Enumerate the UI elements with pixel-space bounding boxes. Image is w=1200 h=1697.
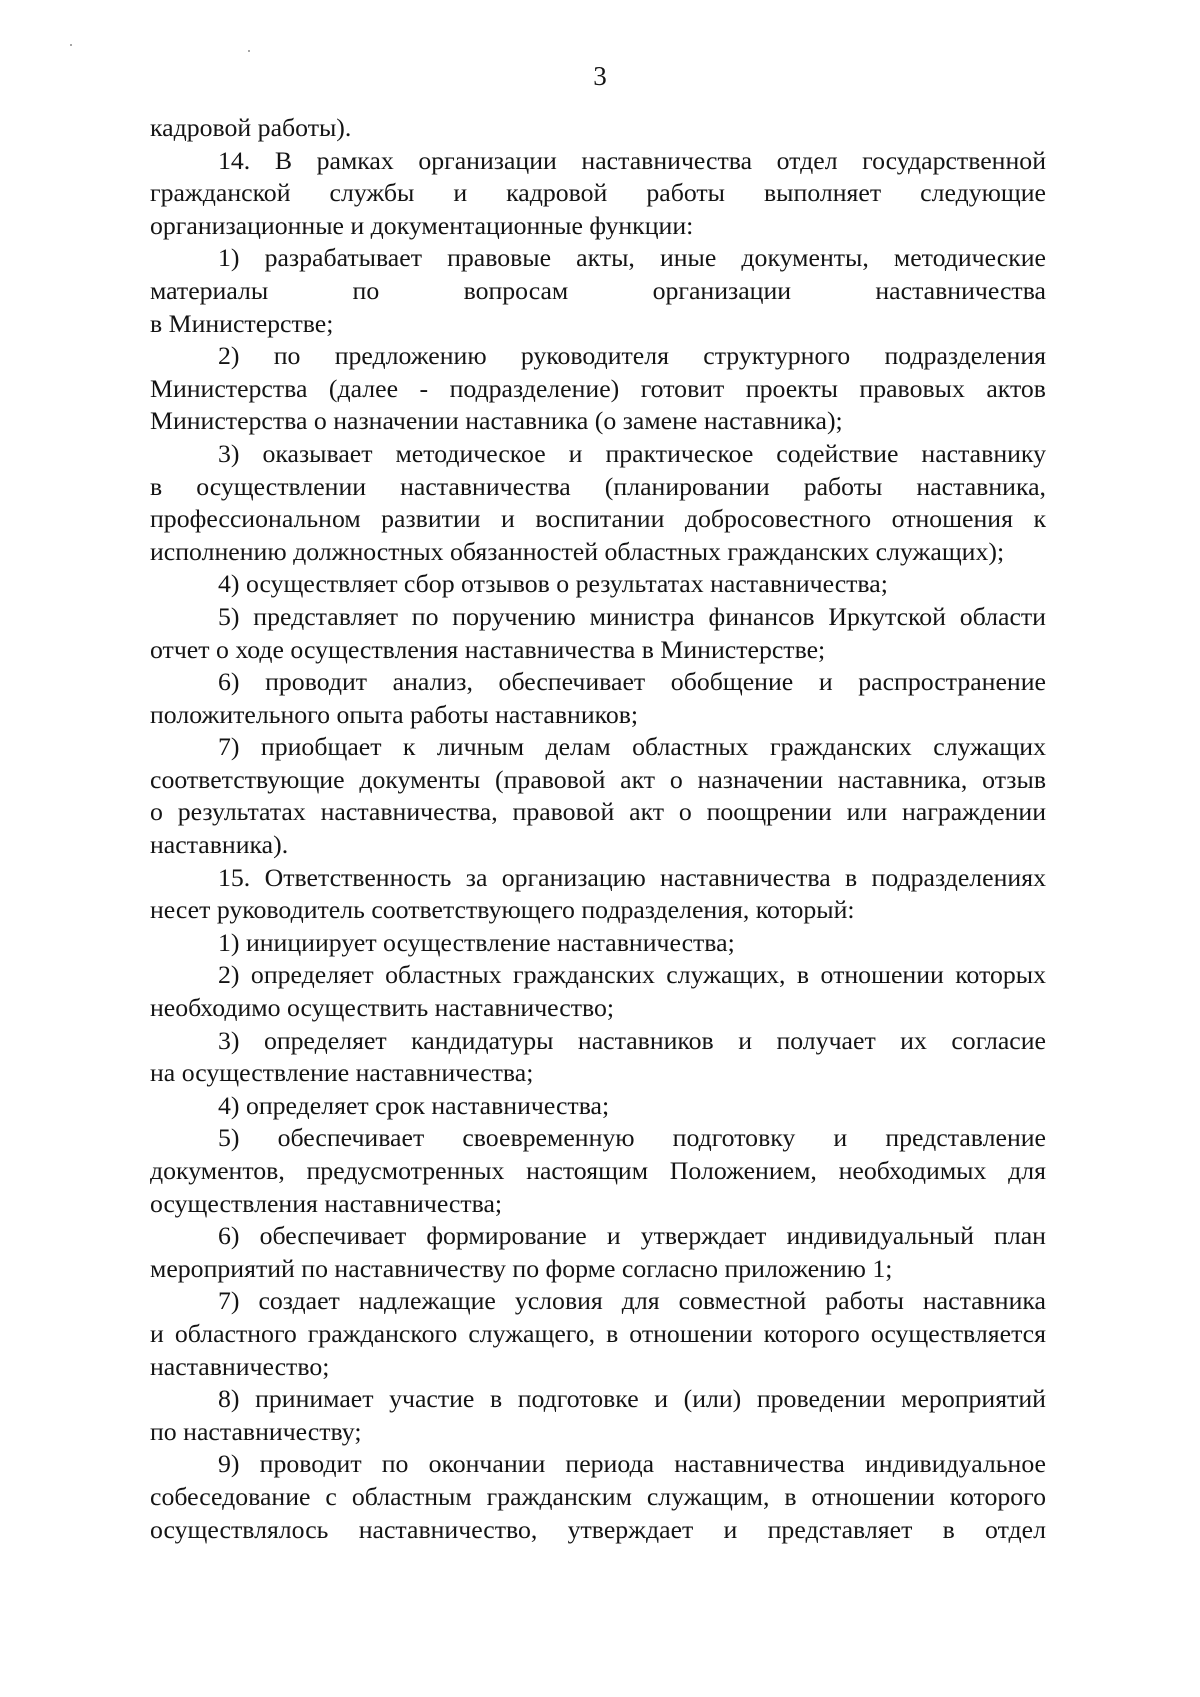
paragraph-p14-5 [150, 601, 1046, 666]
text-line: организационные и документационные функции: [150, 210, 694, 240]
text-line: в Министерстве; [150, 308, 334, 338]
paragraph-p15 [150, 862, 1046, 927]
text-line: по наставничеству; [150, 1416, 362, 1446]
text-line: 2) по предложению руководителя структурного подразделения [218, 341, 1046, 371]
text-line: 4) определяет срок наставничества; [218, 1090, 610, 1120]
text-line: профессиональном развитии и воспитании добросовестного отношения к [150, 504, 1046, 534]
text-line: 6) обеспечивает формирование и утверждает индивидуальный план [218, 1221, 1046, 1251]
text-line: 3) оказывает методическое и практическое содействие наставнику [218, 438, 1046, 468]
text-line: Министерства о назначении наставника (о замене наставника); [150, 406, 843, 436]
text-line: 1) инициирует осуществление наставничества; [218, 927, 735, 957]
text-line: исполнению должностных обязанностей областных гражданских служащих); [150, 536, 1005, 566]
text-line: документов, предусмотренных настоящим Положением, необходимых для [150, 1156, 1046, 1185]
paragraph-p14-1 [150, 242, 1046, 340]
text-line: и областного гражданского служащего, в отношении которого осуществляется [150, 1318, 1046, 1348]
document-body [150, 112, 1046, 1546]
paragraph-p14-4 [150, 568, 1046, 601]
text-line: 14. В рамках организации наставничества отдел государственной [218, 145, 1046, 175]
text-line: 3) определяет кандидатуры наставников и получает их согласие [218, 1025, 1046, 1055]
paragraph-p15-7 [150, 1285, 1046, 1383]
text-line: осуществления наставничества; [150, 1188, 503, 1218]
paragraph-p15-1 [150, 927, 1046, 960]
text-line: 9) проводит по окончании периода наставничества индивидуальное [218, 1449, 1046, 1479]
text-line: осуществлялось наставничество, утверждает и представляет в отдел [150, 1514, 1046, 1544]
paragraph-p14 [150, 145, 1046, 243]
text-line: отчет о ходе осуществления наставничества в Министерстве; [150, 634, 826, 664]
text-line: 7) создает надлежащие условия для совместной работы наставника [218, 1286, 1046, 1316]
paragraph-p15-2 [150, 959, 1046, 1024]
paragraph-p15-3 [150, 1025, 1046, 1090]
paragraph-p14-6 [150, 666, 1046, 731]
scan-speck [70, 44, 72, 46]
text-line: Министерства (далее - подразделение) готовит проекты правовых актов [150, 373, 1046, 403]
paragraph-p15-6 [150, 1220, 1046, 1285]
paragraph-p15-9 [150, 1448, 1046, 1546]
text-line: 7) приобщает к личным делам областных гражданских служащих [218, 732, 1046, 762]
paragraph-p13-end [150, 112, 1046, 145]
text-line: на осуществление наставничества; [150, 1058, 534, 1088]
paragraph-p15-8 [150, 1383, 1046, 1448]
text-line: 8) принимает участие в подготовке и (или) проведении мероприятий [218, 1384, 1046, 1414]
text-line: 2) определяет областных гражданских служащих, в отношении которых [218, 960, 1046, 990]
text-line: о результатах наставничества, правовой акт о поощрении или награждении [150, 797, 1046, 827]
text-line: соответствующие документы (правовой акт о назначении наставника, отзыв [150, 764, 1046, 794]
text-line: положительного опыта работы наставников; [150, 699, 639, 729]
text-line: в осуществлении наставничества (планировании работы наставника, [150, 471, 1046, 501]
text-line: наставничество; [150, 1351, 330, 1381]
scan-speck [248, 50, 250, 52]
text-line: наставника). [150, 830, 289, 860]
text-line: мероприятий по наставничеству по форме согласно приложению 1; [150, 1253, 893, 1283]
text-line: 6) проводит анализ, обеспечивает обобщение и распространение [218, 667, 1046, 697]
paragraph-p14-2 [150, 340, 1046, 438]
text-line: гражданской службы и кадровой работы выполняет следующие [150, 178, 1046, 208]
text-line: кадровой работы). [150, 113, 352, 142]
text-line: собеседование с областным гражданским служащим, в отношении которого [150, 1481, 1046, 1511]
paragraph-p15-4 [150, 1090, 1046, 1123]
paragraph-p14-3 [150, 438, 1046, 568]
text-line: несет руководитель соответствующего подразделения, который: [150, 895, 855, 925]
paragraph-p15-5 [150, 1122, 1046, 1220]
text-line: 5) представляет по поручению министра финансов Иркутской области [218, 601, 1046, 631]
paragraph-p14-7 [150, 731, 1046, 861]
text-line: 5) обеспечивает своевременную подготовку и представление [218, 1123, 1046, 1153]
page-number: 3 [593, 61, 607, 91]
text-line: 4) осуществляет сбор отзывов о результатах наставничества; [218, 569, 888, 599]
text-line: материалы по вопросам организации наставничества [150, 275, 1046, 305]
text-line: необходимо осуществить наставничество; [150, 993, 615, 1023]
text-line: 1) разрабатывает правовые акты, иные документы, методические [218, 243, 1046, 273]
text-line: 15. Ответственность за организацию наставничества в подразделениях [218, 862, 1046, 892]
